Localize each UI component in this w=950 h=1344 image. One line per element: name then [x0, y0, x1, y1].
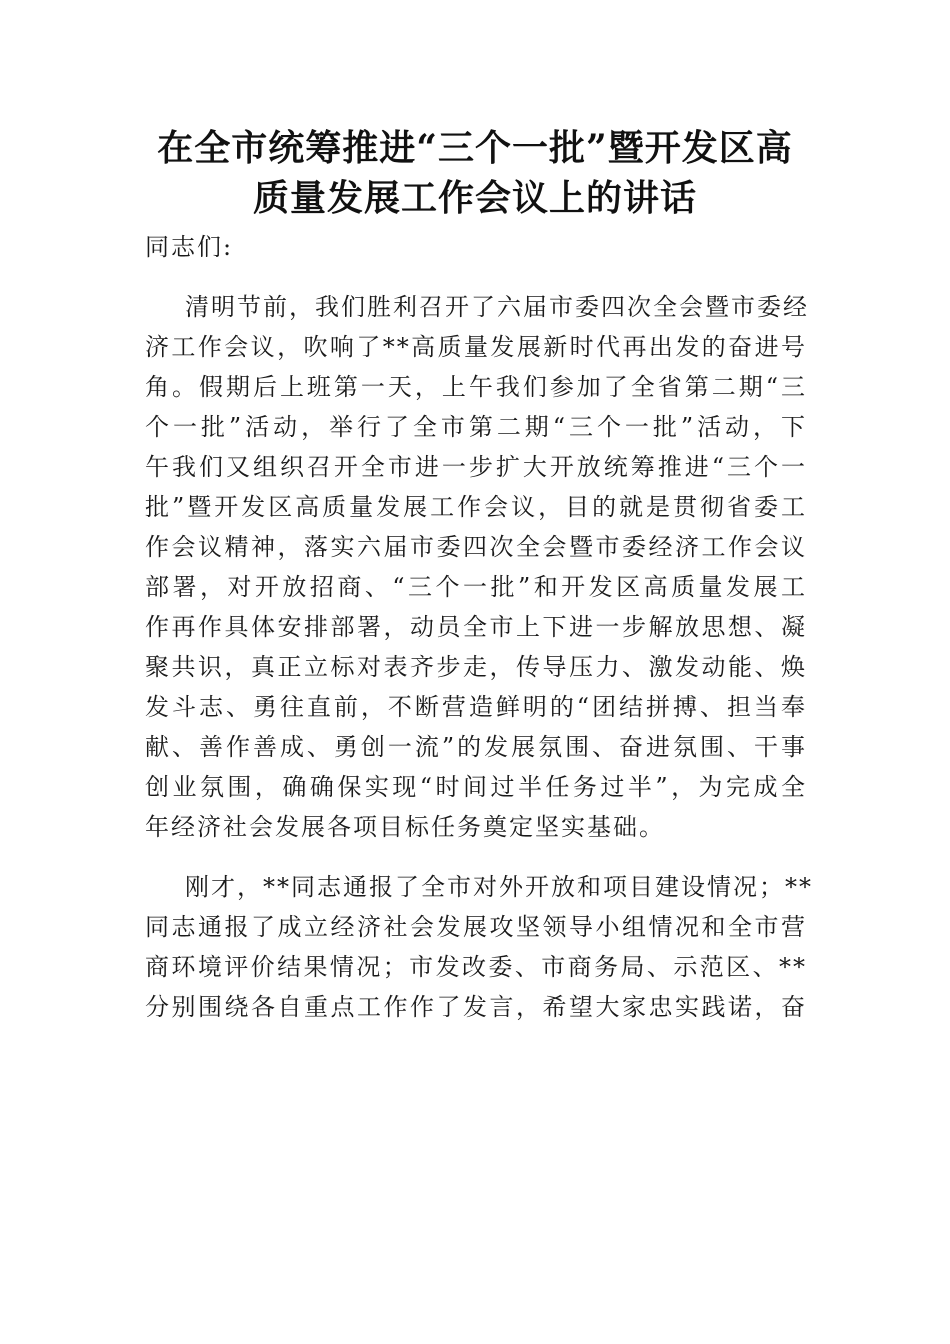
- document-body: [145, 227, 813, 1047]
- paragraph-line: 批”暨开发区高质量发展工作会议，目的就是贯彻省委工: [145, 493, 807, 521]
- paragraph-line: 角。假期后上班第一天，上午我们参加了全省第二期“三: [145, 373, 807, 401]
- paragraph-line: 作再作具体安排部署，动员全市上下进一步解放思想、凝: [145, 613, 807, 641]
- paragraph-line: 部署，对开放招商、“三个一批”和开发区高质量发展工: [145, 573, 807, 601]
- paragraph-line: 济工作会议，吹响了**高质量发展新时代再出发的奋进号: [145, 333, 807, 361]
- paragraph-1: [145, 287, 807, 847]
- paragraph-line: 发斗志、勇往直前，不断营造鲜明的“团结拼搏、担当奉: [145, 693, 807, 721]
- title-line-2: 质量发展工作会议上的讲话: [252, 177, 697, 219]
- paragraph-line: 刚才，**同志通报了全市对外开放和项目建设情况；**: [185, 873, 813, 901]
- page-title: [140, 123, 810, 223]
- title-line-1: 在全市统筹推进“三个一批”暨开发区高: [157, 127, 793, 169]
- paragraph-line: 年经济社会发展各项目标任务奠定坚实基础。: [145, 813, 665, 841]
- salutation: 同志们:: [145, 233, 234, 261]
- paragraph-2: [145, 867, 813, 1027]
- paragraph-line: 创业氛围，确确保实现“时间过半任务过半”，为完成全: [145, 773, 807, 801]
- paragraph-line: 聚共识，真正立标对表齐步走，传导压力、激发动能、焕: [145, 653, 807, 681]
- paragraph-line: 商环境评价结果情况；市发改委、市商务局、示范区、**: [145, 953, 807, 981]
- paragraph-line: 个一批”活动，举行了全市第二期“三个一批”活动，下: [145, 413, 807, 441]
- paragraph-line: 作会议精神，落实六届市委四次全会暨市委经济工作会议: [145, 533, 807, 561]
- paragraph-line: 分别围绕各自重点工作作了发言，希望大家忠实践诺，奋: [145, 993, 807, 1021]
- paragraph-line: 献、善作善成、勇创一流”的发展氛围、奋进氛围、干事: [145, 733, 807, 761]
- paragraph-line: 午我们又组织召开全市进一步扩大开放统筹推进“三个一: [145, 453, 807, 481]
- paragraph-line: 清明节前，我们胜利召开了六届市委四次全会暨市委经: [185, 293, 809, 321]
- paragraph-line: 同志通报了成立经济社会发展攻坚领导小组情况和全市营: [145, 913, 807, 941]
